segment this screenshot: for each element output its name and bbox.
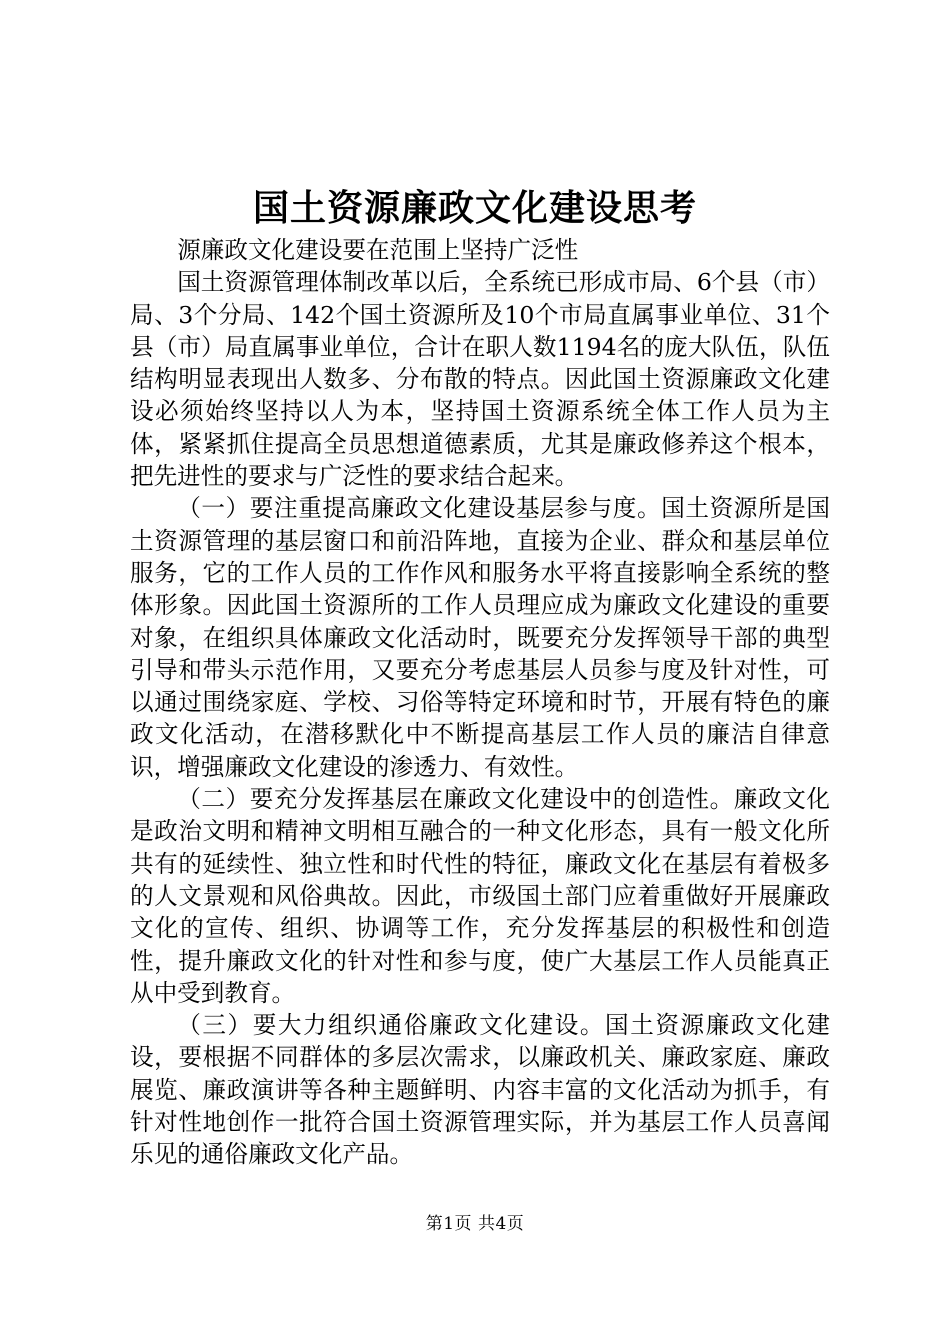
paragraph: （一）要注重提高廉政文化建设基层参与度。国土资源所是国土资源管理的基层窗口和前沿阵地，直接为企业、群众和基层单位服务，它的工作人员的工作作风和服务水平将直接影响全系统的整体形象。因此国土资源所的工作人员理应成为廉政文化建设的重要对象，在组织具体廉政文化活动时，既要充分发挥领导干部的典型引导和带头示范作用，又要充分考虑基层人员参与度及针对性，可以通过围绕家庭、学校、习俗等特定环境和时节，开展有特色的廉政文化活动，在潜移默化中不断提高基层工作人员的廉洁自律意识，增强廉政文化建设的渗透力、有效性。 [130,494,830,781]
paragraph: （三）要大力组织通俗廉政文化建设。国土资源廉政文化建设，要根据不同群体的多层次需求，以廉政机关、廉政家庭、廉政展览、廉政演讲等各种主题鲜明、内容丰富的文化活动为抓手，有针对性地创作一批符合国土资源管理实际，并为基层工作人员喜闻乐见的通俗廉政文化产品。 [130,1011,830,1169]
document-body [130,234,830,1171]
document-title: 国土资源廉政文化建设思考 [252,188,697,229]
page-number-footer: 第1页 共4页 [425,1214,525,1234]
paragraph: （二）要充分发挥基层在廉政文化建设中的创造性。廉政文化是政治文明和精神文明相互融合的一种文化形态，具有一般文化所共有的延续性、独立性和时代性的特征，廉政文化在基层有着极多的人文景观和风俗典故。因此，市级国土部门应着重做好开展廉政文化的宣传、组织、协调等工作，充分发挥基层的积极性和创造性，提升廉政文化的针对性和参与度，使广大基层工作人员能真正从中受到教育。 [130,785,830,1007]
paragraph-intro: 源廉政文化建设要在范围上坚持广泛性 [177,236,579,264]
paragraph: 国土资源管理体制改革以后，全系统已形成市局、6个县（市）局、3个分局、142个国土资源所及10个市局直属事业单位、31个县（市）局直属事业单位，合计在职人数1194名的庞大队伍，队伍结构明显表现出人数多、分布散的特点。因此国土资源廉政文化建设必须始终坚持以人为本，坚持国土资源系统全体工作人员为主体，紧紧抓住提高全员思想道德素质，尤其是廉政修养这个根本，把先进性的要求与广泛性的要求结合起来。 [130,268,830,491]
